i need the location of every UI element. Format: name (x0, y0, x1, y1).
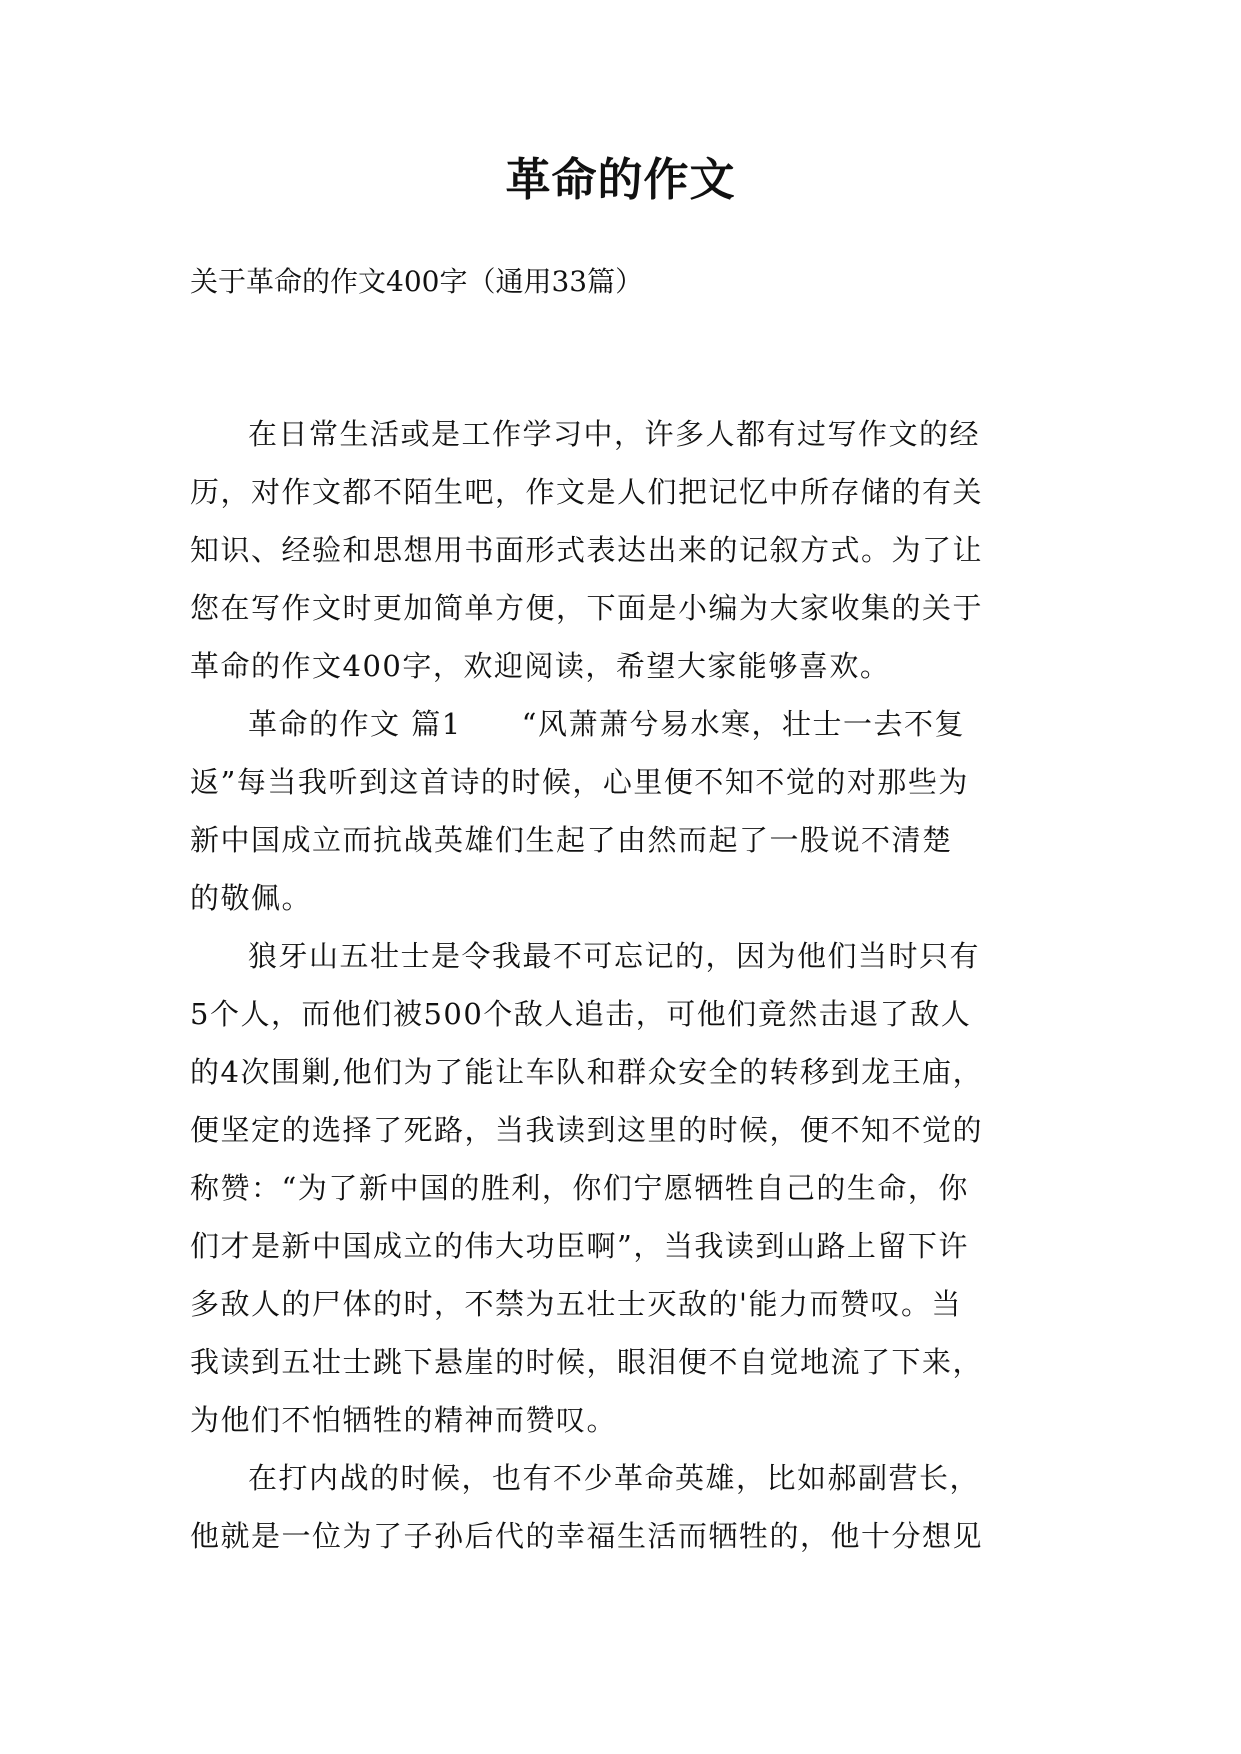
intro-line-2: 历，对作文都不陌生吧，作文是人们把记忆中所存储的有关 (190, 475, 984, 509)
document-title: 革命的作文 (505, 153, 736, 206)
intro-line-3: 知识、经验和思想用书面形式表达出来的记叙方式。为了让 (190, 533, 984, 567)
document-subtitle: 关于革命的作文400字（通用33篇） (190, 265, 644, 298)
para2-line-3: 的4次围剿,他们为了能让车队和群众安全的转移到龙王庙， (190, 1055, 984, 1089)
section1-first-line-rest: “风萧萧兮易水寒，壮士一去不复 (521, 707, 965, 741)
intro-line-5: 革命的作文400字，欢迎阅读，希望大家能够喜欢。 (190, 649, 891, 683)
document-body (190, 405, 1055, 1565)
para2-line-9: 为他们不怕牺牲的精神而赞叹。 (190, 1403, 618, 1437)
section1-line-4: 的敬佩。 (190, 881, 313, 915)
intro-line-1: 在日常生活或是工作学习中，许多人都有过写作文的经 (248, 417, 981, 451)
para2-paragraph (190, 927, 1055, 1449)
para2-line-6: 们才是新中国成立的伟大功臣啊”，当我读到山路上留下许 (190, 1229, 969, 1263)
section1-line-3: 新中国成立而抗战英雄们生起了由然而起了一股说不清楚 (190, 823, 953, 857)
para3-line-1: 在打内战的时候，也有不少革命英雄，比如郝副营长， (248, 1461, 981, 1495)
para3-paragraph (190, 1449, 1055, 1565)
section1-heading: 革命的作文 篇1 (248, 707, 462, 741)
para2-line-2: 5个人，而他们被500个敌人追击，可他们竟然击退了敌人 (190, 997, 972, 1031)
para2-line-4: 便坚定的选择了死路，当我读到这里的时候，便不知不觉的 (190, 1113, 984, 1147)
para2-line-7: 多敌人的尸体的时，不禁为五壮士灭敌的'能力而赞叹。当 (190, 1287, 962, 1321)
section1-first-line (190, 695, 1055, 753)
section1-line-2: 返”每当我听到这首诗的时候，心里便不知不觉的对那些为 (190, 765, 969, 799)
section1-paragraph (190, 695, 1055, 927)
intro-line-4: 您在写作文时更加简单方便，下面是小编为大家收集的关于 (190, 591, 984, 625)
para2-line-8: 我读到五壮士跳下悬崖的时候，眼泪便不自觉地流了下来， (190, 1345, 984, 1379)
para3-line-2: 他就是一位为了子孙后代的幸福生活而牺牲的，他十分想见 (190, 1519, 984, 1553)
para2-line-5: 称赞：“为了新中国的胜利，你们宁愿牺牲自己的生命，你 (190, 1171, 969, 1205)
intro-paragraph (190, 405, 1055, 695)
para2-line-1: 狼牙山五壮士是令我最不可忘记的，因为他们当时只有 (248, 939, 981, 973)
